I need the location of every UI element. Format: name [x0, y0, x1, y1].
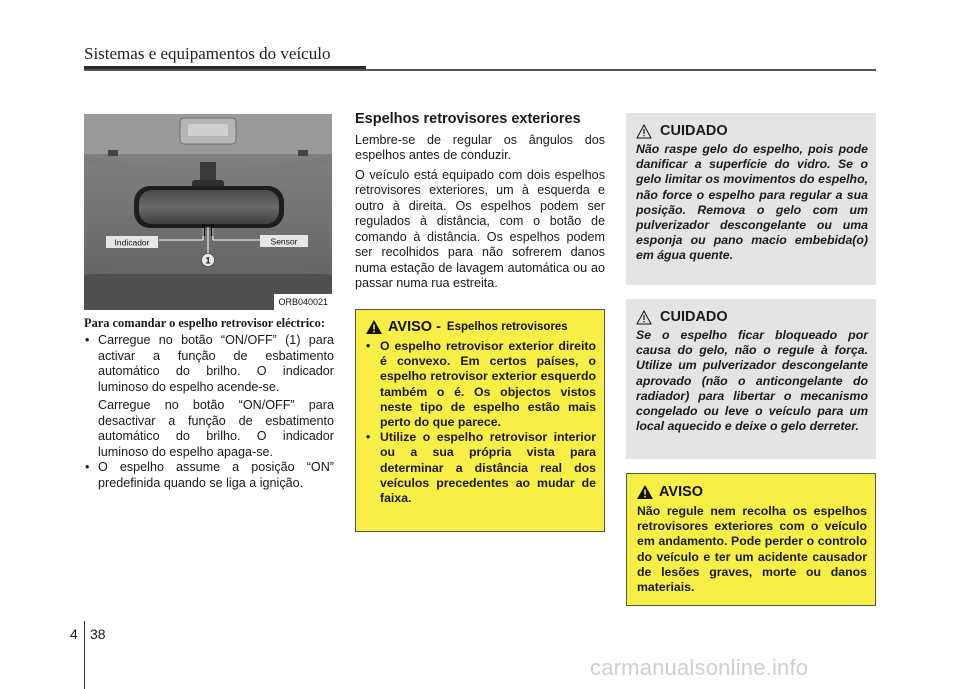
figure-number: ORB040021	[278, 297, 328, 307]
bullet-item: • O espelho assume a posição “ON” predefinida quando se liga a ignição.	[84, 460, 334, 491]
warning-item: • Utilize o espelho retrovisor interior ou a sua própria vista para determinar a distância real dos veículos precedentes ao mudar de faixa.	[366, 430, 596, 506]
callout-number: 1	[205, 255, 211, 266]
warning-title: AVISO -	[388, 319, 441, 335]
label-indicador: Indicador	[114, 237, 150, 248]
warning-box-mirrors	[355, 309, 605, 532]
page-number-divider	[84, 621, 85, 689]
bullet-item: • Carregue no botão “ON/OFF” (1) para activar a função de esbatimento automático do brilho. O indicador luminoso do espelho acende-se.	[84, 333, 334, 395]
column-2	[355, 112, 605, 296]
mirror-illustration	[84, 114, 332, 310]
warning-header	[366, 319, 596, 335]
warning-list	[366, 339, 596, 506]
caution-body: Não raspe gelo do espelho, pois pode danificar a superfície do vidro. Se o gelo limitar os movimentos do espelho, não force o espelho para regular a sua posição. Remova o gelo com um pulverizador descongelante ou uma esponja ou pano macio embebida(o) em água quente.	[636, 142, 868, 263]
mirror-photo	[84, 114, 332, 310]
page-header-title: Sistemas e equipamentos do veículo	[84, 44, 331, 63]
paragraph: O veículo está equipado com dois espelhos retrovisores exteriores, um à esquerda e outro à direita. Os espelhos podem ser regulados à distância, com o botão de comando à distância. Os espelhos podem ser recolhidos para não sofrerem danos numa estação de lavagem automática ou ao passar numa rua estreita.	[355, 167, 605, 290]
caution-triangle-icon	[636, 310, 652, 325]
caution-triangle-icon	[636, 124, 652, 139]
warning-body: Não regule nem recolha os espelhos retrovisores exteriores com o veículo em andamento. Pode perder o controlo do veículo e ter um acidente causador de lesões graves, morte ou danos materiais.	[637, 504, 867, 595]
caution-body: Se o espelho ficar bloqueado por causa do gelo, não o regule à força. Utilize um pulverizador descongelante aprovado (não o anticongelante do radiador) para libertar o mecanismo congelado ou leve o veículo para um local aquecido e deixe o gelo derreter.	[636, 328, 868, 434]
warning-title: AVISO	[659, 484, 704, 500]
caution-box-1	[626, 113, 876, 285]
subheading: Para comandar o espelho retrovisor eléctrico:	[84, 316, 325, 330]
warning-box-adjust	[626, 473, 876, 606]
warning-subtitle: Espelhos retrovisores	[446, 321, 568, 333]
warning-header	[637, 484, 867, 500]
page-number: 38	[90, 626, 106, 642]
paragraph: Lembre-se de regular os ângulos dos espelhos antes de conduzir.	[355, 132, 605, 162]
column-1	[84, 316, 334, 491]
caution-box-2	[626, 299, 876, 459]
label-sensor: Sensor	[270, 236, 298, 247]
section-title: Espelhos retrovisores exteriores	[355, 111, 581, 127]
bullet-paragraph: Carregue no botão “ON/OFF” para desactivar a função de esbatimento automático do brilho. O indicador luminoso do espelho apaga-se.	[98, 398, 334, 459]
caution-header	[636, 309, 868, 325]
warning-triangle-icon	[366, 320, 382, 334]
warning-item: • O espelho retrovisor exterior direito é convexo. Em certos países, o espelho retrovisor exterior esquerdo também o é. Os objectos vistos neste tipo de espelho estão mais perto do que parece.	[366, 339, 596, 430]
header-rule	[84, 69, 876, 71]
warning-triangle-icon	[637, 485, 653, 499]
caution-title: CUIDADO	[660, 123, 728, 139]
caution-header	[636, 123, 868, 139]
watermark: carmanualsonline.info	[590, 655, 809, 680]
chapter-number: 4	[70, 626, 78, 642]
caution-title: CUIDADO	[660, 309, 728, 325]
